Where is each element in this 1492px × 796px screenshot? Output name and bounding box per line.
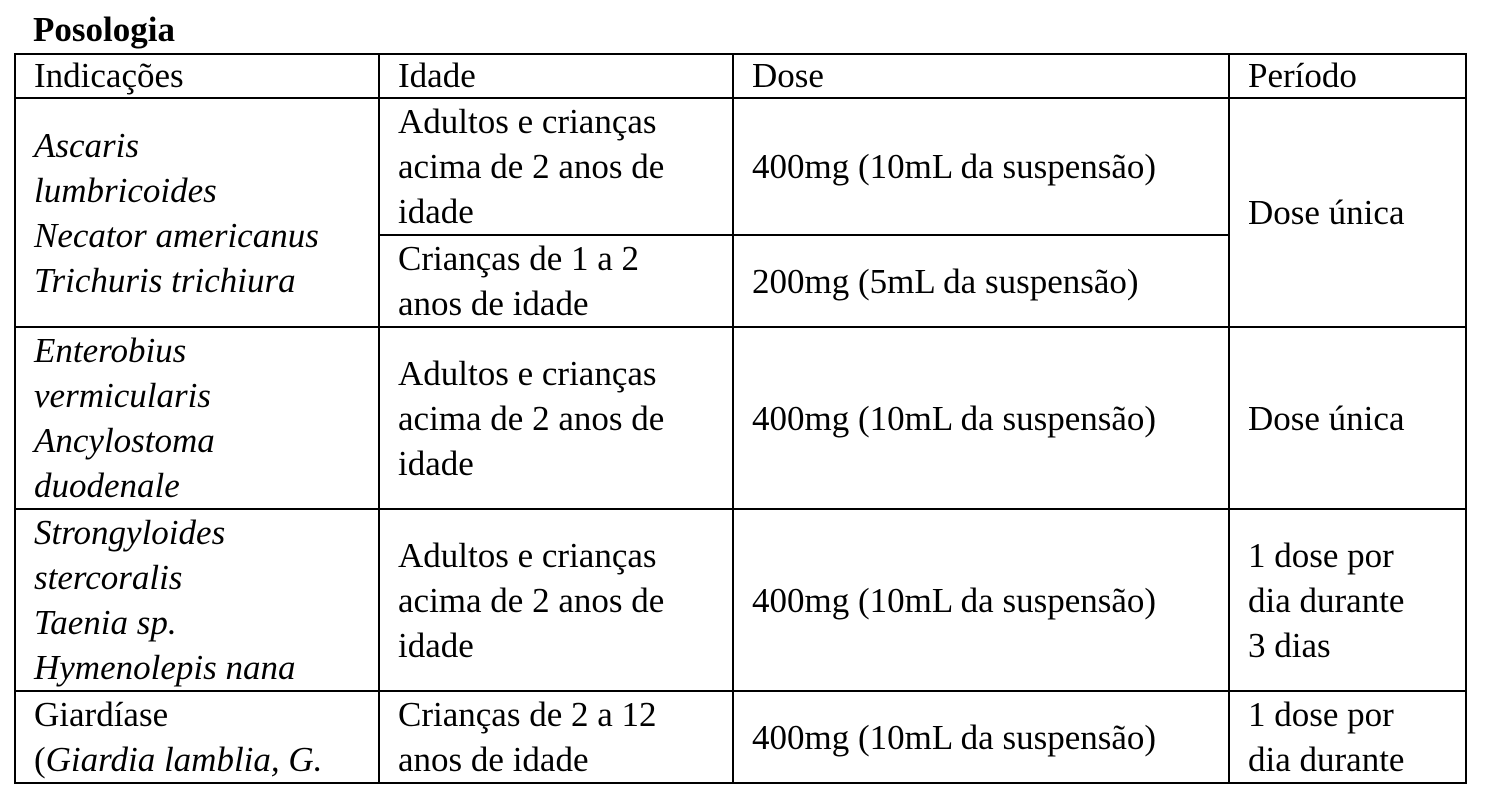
indication-line: lumbricoides bbox=[34, 170, 217, 210]
dose-cell: 400mg (10mL da suspensão) bbox=[733, 98, 1229, 235]
period-line: Dose única bbox=[1248, 193, 1405, 232]
age-cell bbox=[379, 98, 733, 235]
period-line: 3 dias bbox=[1248, 625, 1331, 665]
age-line: anos de idade bbox=[398, 284, 589, 323]
dose-cell: 400mg (10mL da suspensão) bbox=[733, 691, 1229, 783]
age-line: idade bbox=[398, 192, 474, 231]
age-cell bbox=[379, 327, 733, 509]
indication-line: Enterobius bbox=[34, 331, 187, 370]
indication-line: Trichuris trichiura bbox=[34, 260, 296, 300]
indication-line: Ancylostoma bbox=[34, 421, 215, 460]
dose-cell: 200mg (5mL da suspensão) bbox=[733, 235, 1229, 327]
indication-line: Hymenolepis nana bbox=[34, 648, 296, 687]
header-dose: Dose bbox=[733, 54, 1229, 98]
indication-line: stercoralis bbox=[34, 558, 183, 597]
age-line: idade bbox=[398, 625, 474, 665]
table-row bbox=[15, 98, 1466, 235]
period-cell bbox=[1229, 98, 1466, 327]
age-line: Adultos e crianças bbox=[398, 535, 657, 575]
age-cell bbox=[379, 691, 733, 783]
indication-cell bbox=[15, 327, 379, 509]
age-line: anos de idade bbox=[398, 740, 589, 779]
indication-line: Taenia sp. bbox=[34, 603, 177, 642]
indication-line: Giardíase bbox=[34, 695, 169, 734]
indication-line: Necator americanus bbox=[34, 215, 319, 255]
open-paren: ( bbox=[34, 740, 46, 779]
header-indication: Indicações bbox=[15, 54, 379, 98]
indication-cell bbox=[15, 98, 379, 327]
indication-italic: Giardia lamblia, G. bbox=[45, 740, 323, 779]
table-row bbox=[15, 509, 1466, 691]
indication-line: duodenale bbox=[34, 466, 180, 505]
period-line: dia durante bbox=[1248, 580, 1405, 620]
age-cell bbox=[379, 509, 733, 691]
indication-line: Strongyloides bbox=[34, 513, 226, 552]
header-period: Período bbox=[1229, 54, 1466, 98]
period-line: 1 dose por bbox=[1248, 535, 1394, 575]
age-line: acima de 2 anos de bbox=[398, 580, 665, 620]
table-row bbox=[15, 691, 1466, 783]
age-line: idade bbox=[398, 443, 474, 483]
age-cell bbox=[379, 235, 733, 327]
header-row bbox=[15, 54, 1466, 98]
period-cell bbox=[1229, 327, 1466, 509]
dose-cell: 400mg (10mL da suspensão) bbox=[733, 509, 1229, 691]
period-line: dia durante bbox=[1248, 740, 1405, 779]
age-line: Crianças de 1 a 2 bbox=[398, 239, 640, 278]
indication-line: Ascaris bbox=[34, 125, 139, 165]
dose-cell: 400mg (10mL da suspensão) bbox=[733, 327, 1229, 509]
period-cell bbox=[1229, 691, 1466, 783]
dosage-table bbox=[14, 53, 1467, 784]
indication-cell bbox=[15, 691, 379, 783]
age-line: acima de 2 anos de bbox=[398, 147, 665, 186]
age-line: Adultos e crianças bbox=[398, 353, 657, 393]
period-line: Dose única bbox=[1248, 398, 1405, 438]
period-line: 1 dose por bbox=[1248, 695, 1394, 734]
age-line: acima de 2 anos de bbox=[398, 398, 665, 438]
table-row bbox=[15, 327, 1466, 509]
period-cell bbox=[1229, 509, 1466, 691]
section-heading: Posologia bbox=[33, 10, 175, 49]
age-line: Adultos e crianças bbox=[398, 102, 657, 141]
indication-cell bbox=[15, 509, 379, 691]
indication-line: vermicularis bbox=[34, 376, 211, 415]
header-age: Idade bbox=[379, 54, 733, 98]
age-line: Crianças de 2 a 12 bbox=[398, 695, 657, 734]
indication-line bbox=[34, 737, 378, 782]
